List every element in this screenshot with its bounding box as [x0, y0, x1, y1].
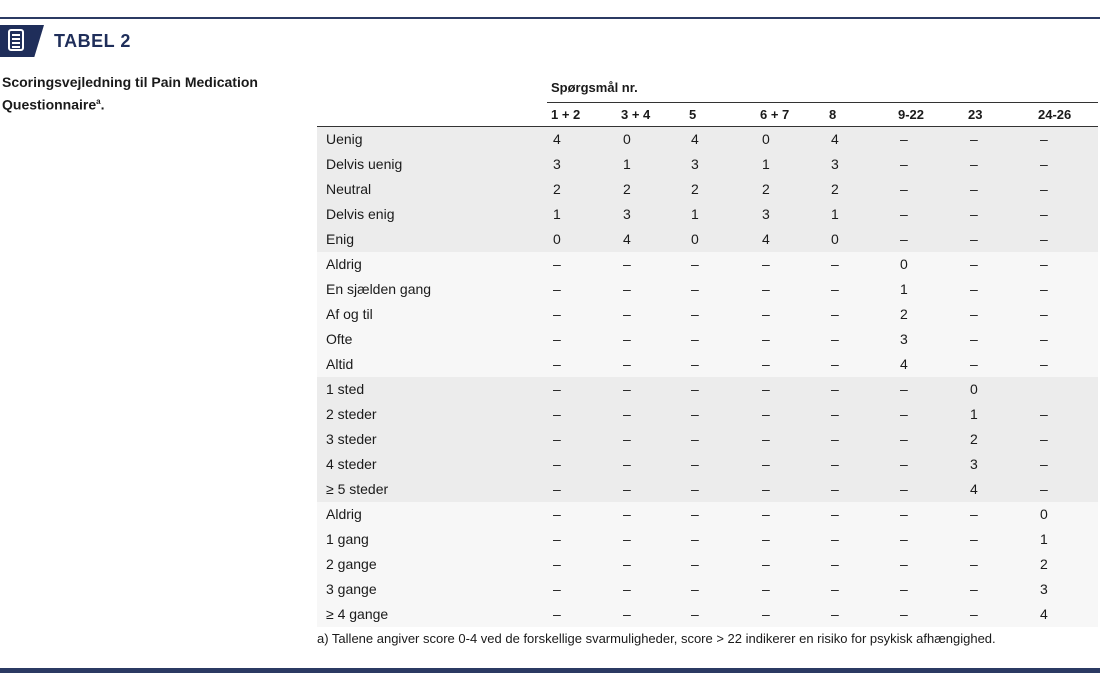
table-cell: – — [553, 481, 561, 497]
table-row — [317, 577, 1098, 602]
table-cell: – — [831, 556, 839, 572]
table-cell: – — [553, 531, 561, 547]
table-cell: – — [900, 206, 908, 222]
table-cell: – — [691, 506, 699, 522]
row-label: 4 steder — [326, 456, 377, 472]
table-cell: – — [831, 481, 839, 497]
table-cell: – — [553, 506, 561, 522]
table-cell: – — [831, 431, 839, 447]
table-cell: 1 — [831, 206, 839, 222]
table-cell: – — [623, 356, 631, 372]
table-cell: – — [970, 231, 978, 247]
table-cell: – — [691, 581, 699, 597]
table-row — [317, 127, 1098, 152]
table-cell: – — [762, 331, 770, 347]
table-cell: – — [623, 331, 631, 347]
table-cell: 0 — [1040, 506, 1048, 522]
table-cell: – — [623, 431, 631, 447]
table-cell: – — [970, 531, 978, 547]
table-row — [317, 552, 1098, 577]
column-header: 1 + 2 — [551, 107, 581, 122]
table-cell: 1 — [553, 206, 561, 222]
table-row — [317, 177, 1098, 202]
table-cell: – — [553, 606, 561, 622]
table-cell: 4 — [831, 131, 839, 147]
table-cell: – — [970, 306, 978, 322]
table-cell: 1 — [970, 406, 978, 422]
table-cell: 3 — [1040, 581, 1048, 597]
table-row — [317, 277, 1098, 302]
table-cell: – — [623, 581, 631, 597]
row-label: 3 steder — [326, 431, 377, 447]
table-cell: 3 — [691, 156, 699, 172]
table-cell: – — [970, 281, 978, 297]
document-icon — [0, 25, 44, 57]
table-cell: – — [900, 181, 908, 197]
table-cell: – — [553, 406, 561, 422]
table-cell: 3 — [831, 156, 839, 172]
table-cell: – — [553, 581, 561, 597]
table-cell: 3 — [762, 206, 770, 222]
table-cell: – — [900, 381, 908, 397]
table-cell: – — [900, 431, 908, 447]
table-cell: – — [831, 506, 839, 522]
table-cell: 1 — [623, 156, 631, 172]
table-cell: – — [970, 156, 978, 172]
row-label: Aldrig — [326, 506, 362, 522]
caption-footnote-marker: a — [96, 97, 101, 106]
row-label: 2 steder — [326, 406, 377, 422]
table-row — [317, 527, 1098, 552]
row-label: Neutral — [326, 181, 372, 197]
table-cell: – — [553, 281, 561, 297]
table-cell: – — [762, 531, 770, 547]
table-cell: – — [831, 606, 839, 622]
caption-end: . — [100, 96, 105, 113]
bottom-rule — [0, 668, 1100, 673]
table-cell: – — [691, 531, 699, 547]
table-cell: – — [553, 256, 561, 272]
table-cell: – — [831, 406, 839, 422]
group-header: Spørgsmål nr. — [551, 80, 638, 95]
row-label: Uenig — [326, 131, 363, 147]
table-row — [317, 227, 1098, 252]
table-cell: – — [623, 506, 631, 522]
table-row — [317, 602, 1098, 627]
table-cell: – — [1040, 231, 1048, 247]
table-cell: – — [900, 506, 908, 522]
table-cell: 3 — [970, 456, 978, 472]
table-cell: 3 — [553, 156, 561, 172]
table-cell: – — [762, 481, 770, 497]
table-cell: – — [762, 431, 770, 447]
table-cell: – — [691, 381, 699, 397]
top-rule — [0, 17, 1100, 19]
table-cell: 0 — [691, 231, 699, 247]
table-cell: – — [762, 306, 770, 322]
table-cell: 2 — [553, 181, 561, 197]
table-caption — [2, 73, 302, 115]
column-header: 6 + 7 — [760, 107, 790, 122]
table-cell: – — [623, 556, 631, 572]
table-cell: – — [831, 281, 839, 297]
table-cell: – — [831, 306, 839, 322]
table-cell: – — [691, 331, 699, 347]
table-cell: – — [1040, 131, 1048, 147]
table-cell: 0 — [831, 231, 839, 247]
table-cell: – — [762, 356, 770, 372]
table-cell: – — [762, 506, 770, 522]
table-row — [317, 252, 1098, 277]
table-row — [317, 502, 1098, 527]
table-cell: 0 — [762, 131, 770, 147]
table-row — [317, 302, 1098, 327]
table-row — [317, 452, 1098, 477]
table-row — [317, 427, 1098, 452]
table-cell: – — [623, 481, 631, 497]
column-header: 8 — [829, 107, 837, 122]
table-cell: – — [970, 181, 978, 197]
table-title: TABEL 2 — [54, 30, 131, 51]
table-cell: – — [553, 556, 561, 572]
row-label: Aldrig — [326, 256, 362, 272]
table-cell: – — [900, 131, 908, 147]
table-cell: – — [1040, 206, 1048, 222]
table-cell: – — [623, 406, 631, 422]
table-cell: – — [900, 456, 908, 472]
table-cell: – — [1040, 356, 1048, 372]
table-row — [317, 327, 1098, 352]
table-row — [317, 202, 1098, 227]
table-row — [317, 402, 1098, 427]
table-cell: – — [691, 281, 699, 297]
table-cell: 2 — [623, 181, 631, 197]
table-cell: – — [831, 456, 839, 472]
table-cell: 4 — [691, 131, 699, 147]
table-cell: – — [553, 431, 561, 447]
table-cell: – — [691, 606, 699, 622]
table-cell: – — [970, 581, 978, 597]
table-cell: – — [831, 331, 839, 347]
row-label: 1 gang — [326, 531, 369, 547]
table-cell: – — [1040, 181, 1048, 197]
table-cell: – — [691, 406, 699, 422]
table-row — [317, 477, 1098, 502]
column-header: 24-26 — [1038, 107, 1072, 122]
table-cell: 3 — [623, 206, 631, 222]
table-cell: – — [900, 556, 908, 572]
row-label: 2 gange — [326, 556, 377, 572]
table-cell: 4 — [900, 356, 908, 372]
table-cell: – — [691, 556, 699, 572]
table-cell: – — [970, 556, 978, 572]
table-cell: – — [970, 131, 978, 147]
table-cell: – — [623, 456, 631, 472]
table-cell: – — [831, 256, 839, 272]
table-cell: – — [762, 556, 770, 572]
caption-text: Scoringsvejledning til Pain Medication Questionnaire — [2, 74, 258, 113]
table-cell: – — [1040, 281, 1048, 297]
row-label: En sjælden gang — [326, 281, 432, 297]
table-cell: – — [623, 606, 631, 622]
table-cell: – — [1040, 481, 1048, 497]
table-cell: – — [831, 531, 839, 547]
table-cell: – — [900, 406, 908, 422]
table-cell: – — [1040, 331, 1048, 347]
table-cell: – — [691, 356, 699, 372]
table-cell: – — [1040, 306, 1048, 322]
table-cell: – — [831, 356, 839, 372]
table-cell: – — [1040, 156, 1048, 172]
table-cell: – — [831, 581, 839, 597]
table-cell: – — [553, 381, 561, 397]
column-header: 5 — [689, 107, 697, 122]
table-cell: – — [762, 256, 770, 272]
table-cell: – — [970, 256, 978, 272]
table-cell: 1 — [1040, 531, 1048, 547]
table-cell: – — [623, 256, 631, 272]
row-label: Delvis uenig — [326, 156, 403, 172]
row-label: Delvis enig — [326, 206, 395, 222]
table-row — [317, 352, 1098, 377]
table-cell: – — [900, 481, 908, 497]
table-header — [0, 25, 131, 57]
table-cell: – — [691, 306, 699, 322]
row-label: Enig — [326, 231, 355, 247]
table-cell: – — [900, 606, 908, 622]
footnote: a) Tallene angiver score 0-4 ved de forskellige svarmuligheder, score > 22 indikerer en risiko for psykisk afhængighed. — [317, 631, 996, 646]
row-label: Ofte — [326, 331, 353, 347]
table-cell: 4 — [762, 231, 770, 247]
table-cell: – — [1040, 256, 1048, 272]
table-cell: 4 — [970, 481, 978, 497]
table-cell: – — [900, 581, 908, 597]
table-cell: – — [762, 281, 770, 297]
table-row — [317, 152, 1098, 177]
table-cell: 0 — [623, 131, 631, 147]
table-cell: – — [970, 206, 978, 222]
row-label: 3 gange — [326, 581, 377, 597]
table-cell: – — [970, 606, 978, 622]
table-cell: – — [691, 456, 699, 472]
table-cell: – — [691, 481, 699, 497]
table-cell: – — [623, 531, 631, 547]
row-label: Af og til — [326, 306, 373, 322]
table-cell: 0 — [970, 381, 978, 397]
table-cell: 2 — [831, 181, 839, 197]
table-cell: 2 — [900, 306, 908, 322]
table-cell: 0 — [553, 231, 561, 247]
table-cell: – — [553, 356, 561, 372]
table-cell: – — [1040, 406, 1048, 422]
table-cell: 2 — [1040, 556, 1048, 572]
table-cell: 3 — [900, 331, 908, 347]
table-cell: – — [623, 281, 631, 297]
table-cell: 1 — [900, 281, 908, 297]
group-header-rule — [547, 102, 1098, 103]
table-cell: – — [762, 606, 770, 622]
table-cell: – — [691, 256, 699, 272]
table-cell: – — [553, 456, 561, 472]
column-header: 23 — [968, 107, 983, 122]
table-cell: – — [1040, 431, 1048, 447]
table-cell: – — [900, 156, 908, 172]
table-cell: – — [762, 406, 770, 422]
table-cell: – — [900, 531, 908, 547]
table-cell: – — [762, 381, 770, 397]
table-cell: 2 — [691, 181, 699, 197]
table-cell: – — [623, 306, 631, 322]
table-cell: 0 — [900, 256, 908, 272]
table-cell: 4 — [1040, 606, 1048, 622]
table-cell: 1 — [691, 206, 699, 222]
table-cell: – — [970, 331, 978, 347]
table-cell: – — [831, 381, 839, 397]
table-cell: 1 — [762, 156, 770, 172]
table-cell: – — [553, 331, 561, 347]
table-cell: – — [970, 506, 978, 522]
table-cell: – — [762, 456, 770, 472]
table-cell: – — [762, 581, 770, 597]
table-cell: – — [970, 356, 978, 372]
table-cell: 2 — [762, 181, 770, 197]
table-cell: – — [623, 381, 631, 397]
column-headers — [317, 104, 1098, 126]
column-header: 3 + 4 — [621, 107, 651, 122]
table-cell: 2 — [970, 431, 978, 447]
row-label: 1 sted — [326, 381, 365, 397]
table-cell: – — [1040, 456, 1048, 472]
table-cell: 4 — [623, 231, 631, 247]
row-label: ≥ 5 steder — [326, 481, 389, 497]
table-cell: 4 — [553, 131, 561, 147]
table-row — [317, 377, 1098, 402]
table-cell: – — [553, 306, 561, 322]
table-body — [317, 127, 1098, 627]
row-label: Altid — [326, 356, 354, 372]
column-header: 9-22 — [898, 107, 925, 122]
table-cell: – — [691, 431, 699, 447]
row-label: ≥ 4 gange — [326, 606, 389, 622]
table-cell: – — [900, 231, 908, 247]
